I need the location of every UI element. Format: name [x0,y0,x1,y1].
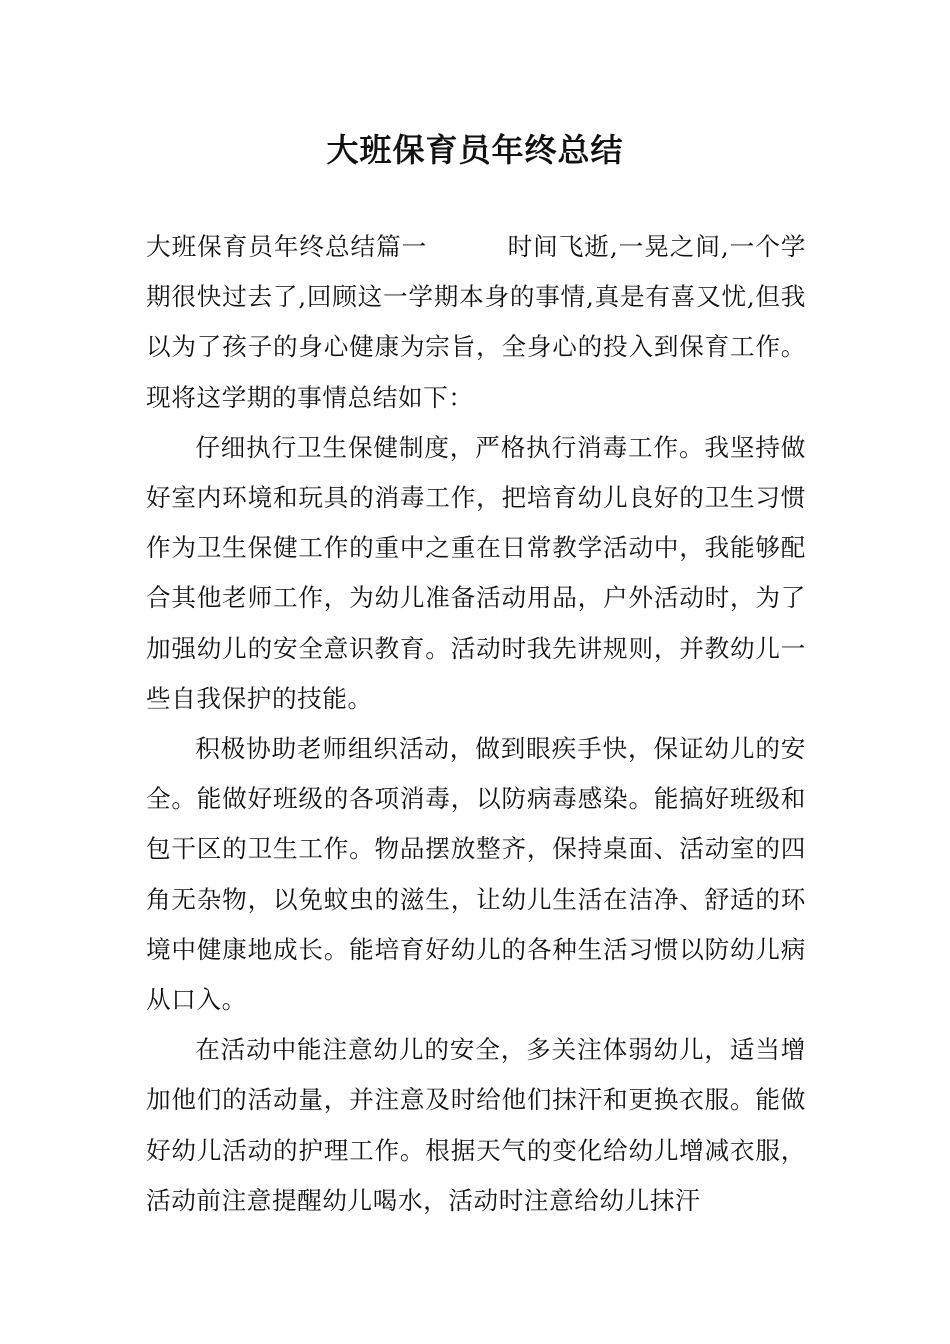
body-paragraph-2: 积极协助老师组织活动，做到眼疾手快，保证幼儿的安全。能做好班级的各项消毒，以防病毒感染。能搞好班级和包干区的卫生工作。物品摆放整齐，保持桌面、活动室的四角无杂物，以免蚊虫的滋生，让幼儿生活在洁净、舒适的环境中健康地成长。能培育好幼儿的各种生活习惯以防幼儿病从口入。 [146,734,806,1015]
body-paragraph-3: 在活动中能注意幼儿的安全，多关注体弱幼儿，适当增加他们的活动量，并注意及时给他们抹汗和更换衣服。能做好幼儿活动的护理工作。根据天气的变化给幼儿增减衣服，活动前注意提醒幼儿喝水，活动时注意给幼儿抹汗 [146,1035,806,1215]
intro-heading: 大班保育员年终总结篇一 [146,232,428,261]
body-paragraph-1: 仔细执行卫生保健制度，严格执行消毒工作。我坚持做好室内环境和玩具的消毒工作，把培育幼儿良好的卫生习惯作为卫生保健工作的重中之重在日常教学活动中，我能够配合其他老师工作，为幼儿准备活动用品，户外活动时，为了加强幼儿的安全意识教育。活动时我先讲规则，并教幼儿一些自我保护的技能。 [146,432,806,713]
intro-text: 时间飞逝,一晃之间,一个学期很快过去了,回顾这一学期本身的事情,真是有喜又忧,但我以为了孩子的身心健康为宗旨，全身心的投入到保育工作。现将这学期的事情总结如下： [146,232,807,412]
document-body [146,222,806,1226]
document-title: 大班保育员年终总结 [326,131,624,169]
intro-paragraph [146,222,806,423]
